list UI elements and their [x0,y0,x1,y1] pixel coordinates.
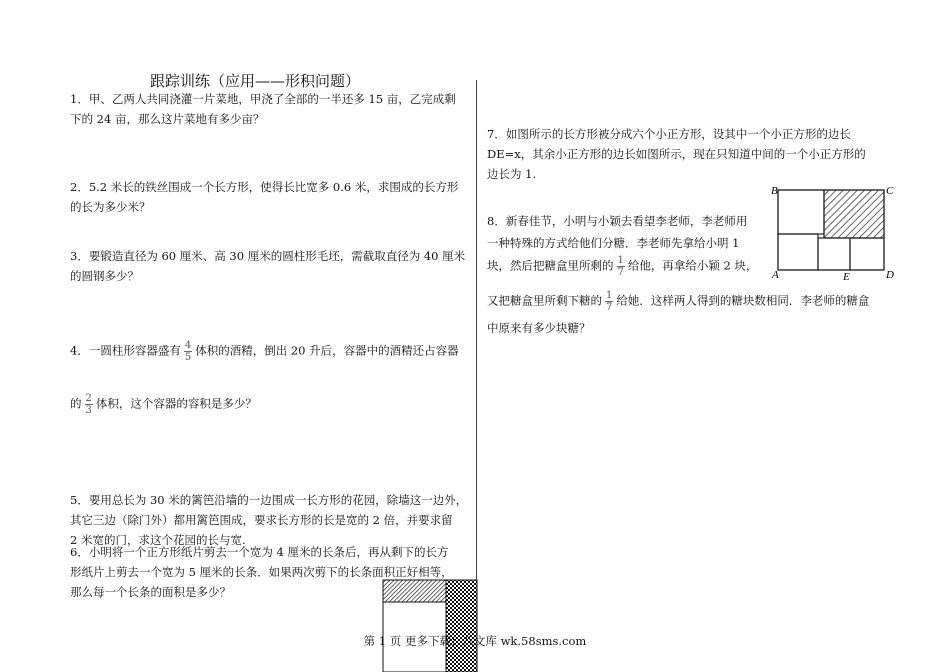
question-5-line-1: 5．要用总长为 30 米的篱笆沿墙的一边围成一长方形的花园，除墙这一边外， [70,493,468,507]
fraction-one-seventh-a: $\frac{1}{7}$ [617,255,624,278]
question-1-line-2: 下的 24 亩，那么这片菜地有多少亩？ [70,112,265,126]
label-a: A [772,269,779,281]
square-bottom-center [818,238,850,270]
question-7-line-3: 边长为 1. [487,167,537,181]
hatched-square [824,190,884,238]
label-e: E [843,271,850,283]
page-footer: 第 1 页 更多下载：八文库 wk.58sms.com [363,634,587,648]
question-7 [487,124,866,184]
question-8-line-2: 一种特殊的方式给他们分糖．李老师先拿给小明 1 [487,236,740,250]
question-2 [70,177,458,217]
paper-strips-figure [382,579,478,672]
label-d: D [886,269,894,281]
question-4-line-1: 4．一圆柱形容器盛有 $\frac{4}{5}$ 体积的酒精，倒出 20 升后，容器中的酒精还占容器 [70,340,459,363]
page-title: 跟踪训练（应用——形积问题） [150,72,361,90]
question-1 [70,89,456,129]
rectangle-squares-figure [766,182,896,282]
question-2-line-1: 2．5.2 米长的铁丝围成一个长方形，使得长比宽多 0.6 米，求围成的长方形 [70,180,459,194]
label-c: C [886,185,894,197]
question-2-line-2: 的长为多少米？ [70,200,151,214]
question-5-line-3: 2 米宽的门，求这个花园的长与宽. [70,533,246,547]
question-7-line-2: DE=x，其余小正方形的边长如图所示，现在只知道中间的一个小正方形的 [487,147,866,161]
question-6-line-2: 形纸片上剪去一个宽为 5 厘米的长条．如果两次剪下的长条面积正好相等， [70,565,453,579]
question-1-line-1: 1．甲、乙两人共同浇灌一片菜地，甲浇了全部的一半还多 15 亩，乙完成剩 [70,92,456,106]
strip-top [383,580,446,602]
question-7-line-1: 7．如图所示的长方形被分成六个小正方形，设其中一个小正方形的边长 [487,127,851,141]
question-3-line-2: 的圆钢多少？ [70,269,139,283]
fraction-one-seventh-b: $\frac{1}{7}$ [606,290,613,313]
square-top-left [778,190,824,234]
question-8-line-4: 又把糖盒里所剩下糖的 $\frac{1}{7}$ 给她．这样两人得到的糖块数相同．李老师的糖盒 [487,290,870,313]
question-6-line-3: 那么每一个长条的面积是多少？ [70,585,231,599]
question-5 [70,490,467,550]
square-bottom-left [778,234,818,270]
question-3-line-1: 3．要锻造直径为 60 厘米、高 30 厘米的圆柱形毛坯，需截取直径为 40 厘米 [70,249,466,263]
question-8-line-3: 块，然后把糖盒里所剩的 $\frac{1}{7}$ 给他，再拿给小颖 2 块， [487,255,758,278]
square-middle [818,234,824,238]
label-b: B [771,185,778,197]
question-8-line-1: 8．新春佳节，小明与小颖去看望李老师，李老师用 [487,214,748,228]
fraction-four-fifths: $\frac{4}{5}$ [184,340,192,363]
question-5-line-2: 其它三边（除门外）都用篱笆围成，要求长方形的长是宽的 2 倍，并要求留 [70,513,453,527]
question-8-line-5: 中原来有多少块糖？ [487,321,591,335]
square-bottom-right [850,238,884,270]
question-3 [70,246,465,286]
fraction-two-thirds: $\frac{2}{3}$ [85,393,92,416]
question-4-line-2: 的 $\frac{2}{3}$ 体积，这个容器的容积是多少？ [70,393,257,416]
question-6-line-1: 6．小明将一个正方形纸片剪去一个宽为 4 厘米的长条后，再从剩下的长方 [70,545,449,559]
strip-right [446,580,477,672]
